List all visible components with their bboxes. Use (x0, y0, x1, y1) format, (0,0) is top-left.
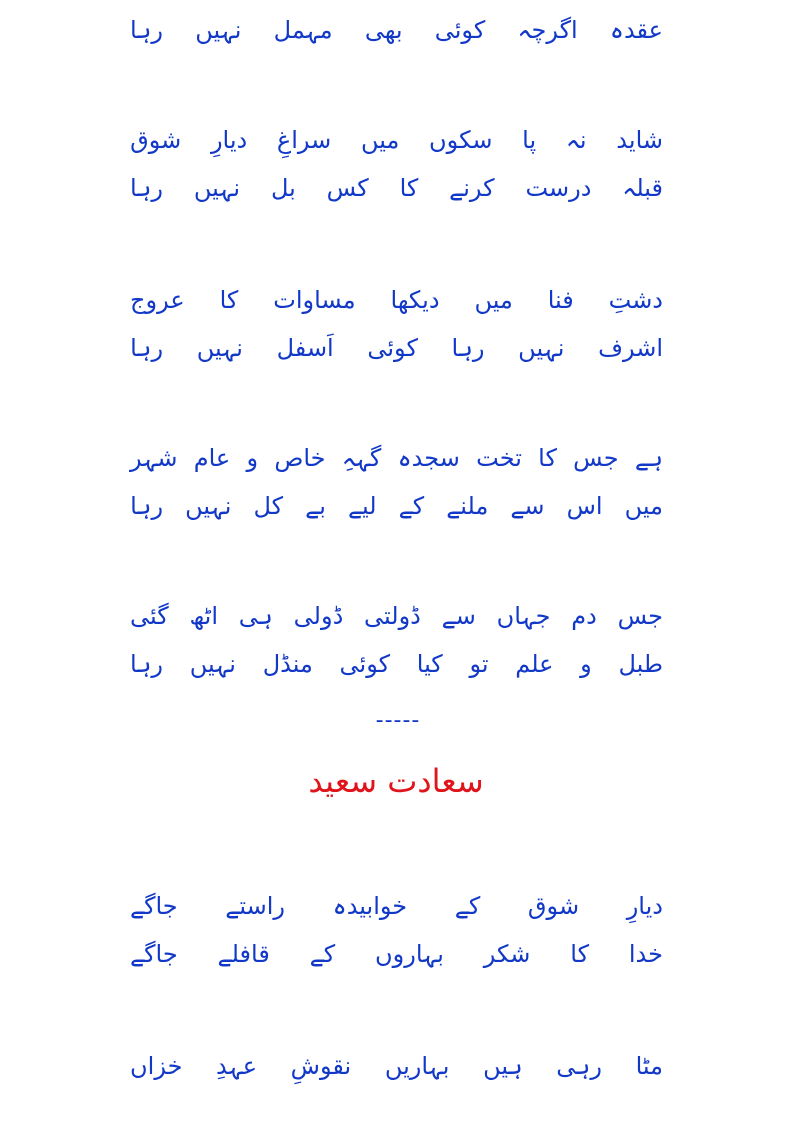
verse-word: کرنے (449, 174, 495, 202)
verse-word: کا (538, 444, 557, 472)
verse-word: نہیں (185, 492, 232, 520)
verse-word: رہا (130, 16, 164, 44)
verse-word: شکر (483, 940, 531, 968)
verse-word: رہی (556, 1052, 602, 1080)
verse-word: نہیں (518, 334, 565, 362)
verse-word: رہا (130, 650, 164, 678)
verse-line (130, 932, 663, 976)
verse-word: ہیں (483, 1052, 523, 1080)
verse-line (130, 642, 663, 686)
verse-word: نہیں (193, 174, 241, 202)
verse-word: جہاں (496, 602, 551, 630)
verse-word: شہر (130, 444, 178, 472)
verse-word: کوئی (339, 650, 391, 678)
verse-word: اس (566, 492, 603, 520)
verse-word: طبل (618, 650, 663, 678)
verse-word: بھی (364, 16, 403, 44)
verse-line (130, 326, 663, 370)
verse-word: میں (360, 126, 400, 154)
verse-line (130, 8, 663, 52)
verse-word: بل (270, 174, 296, 202)
verse-word: گئی (130, 602, 169, 630)
verse-word: و (246, 444, 259, 472)
verse-word: راستے (225, 892, 285, 920)
verse-word: جس (573, 444, 619, 472)
verse-word: گہہِ (341, 444, 382, 472)
verse-word: نقوشِ (290, 1052, 352, 1080)
verse-word: پا (522, 126, 537, 154)
verse-word: و (580, 650, 592, 678)
verse-word: خاص (274, 444, 326, 472)
verse-word: عقدہ (609, 16, 663, 44)
verse-word: کا (399, 174, 419, 202)
verse-word: قافلے (217, 940, 270, 968)
verse-word: کوئی (367, 334, 418, 362)
verse-word: ہے (634, 444, 663, 472)
verse-word: دیارِ (626, 892, 663, 920)
verse-word: ڈولتی (364, 602, 421, 630)
verse-word: رہا (130, 492, 164, 520)
verse-word: مساوات (273, 286, 356, 314)
verse-word: جاگے (130, 940, 178, 968)
verse-word: خوابیدہ (332, 892, 408, 920)
verse-word: لیے (347, 492, 377, 520)
verse-word: تو (469, 650, 489, 678)
verse-word: بے (305, 492, 326, 520)
verse-word: قبلہ (622, 174, 663, 202)
verse-line (130, 166, 663, 210)
verse-line (130, 1044, 663, 1088)
verse-word: ڈولی (293, 602, 344, 630)
verse-word: مہمل (273, 16, 333, 44)
verse-line (130, 594, 663, 638)
verse-word: سے (441, 602, 476, 630)
verse-word: علم (515, 650, 554, 678)
verse-word: اَسفل (276, 334, 334, 362)
verse-word: کے (309, 940, 336, 968)
verse-word: شوق (527, 892, 580, 920)
verse-word: ہی (238, 602, 273, 630)
verse-word: میں (624, 492, 663, 520)
verse-word: عام (193, 444, 231, 472)
verse-word: نہیں (195, 16, 242, 44)
verse-word: اٹھ (189, 602, 219, 630)
verse-word: دیارِ (210, 126, 248, 154)
verse-word: سکوں (429, 126, 493, 154)
verse-word: خزاں (130, 1052, 183, 1080)
verse-word: کیا (416, 650, 443, 678)
verse-word: جس (617, 602, 663, 630)
verse-word: نہ (565, 126, 587, 154)
verse-word: میں (474, 286, 513, 314)
verse-word: خدا (628, 940, 663, 968)
verse-word: اشرف (598, 334, 663, 362)
verse-word: جاگے (130, 892, 178, 920)
verse-word: کوئی (434, 16, 486, 44)
verse-word: منڈل (262, 650, 313, 678)
verse-line (130, 884, 663, 928)
verse-word: درست (525, 174, 592, 202)
verse-word: سجدہ (397, 444, 460, 472)
verse-word: بہاریں (384, 1052, 450, 1080)
verse-word: کس (326, 174, 369, 202)
verse-word: تخت (476, 444, 522, 472)
verse-word: عہدِ (216, 1052, 258, 1080)
verse-word: کے (398, 492, 425, 520)
verse-word: نہیں (196, 334, 243, 362)
verse-word: رہا (130, 334, 164, 362)
verse-word: دیکھا (390, 286, 440, 314)
verse-line (130, 278, 663, 322)
verse-word: رہا (130, 174, 163, 202)
verse-word: کے (454, 892, 481, 920)
verse-word: رہا (451, 334, 485, 362)
verse-word: کا (219, 286, 239, 314)
verse-word: کل (253, 492, 284, 520)
verse-word: شاید (616, 126, 663, 154)
verse-word: دم (571, 602, 597, 630)
verse-word: کا (570, 940, 590, 968)
verse-line (130, 118, 663, 162)
section-separator: ----- (375, 708, 421, 733)
verse-word: ملنے (446, 492, 489, 520)
verse-word: سے (510, 492, 545, 520)
verse-word: اگرچہ (517, 16, 578, 44)
poet-name: سعادت سعید (308, 762, 484, 800)
verse-word: سراغِ (276, 126, 332, 154)
verse-line (130, 436, 663, 480)
verse-word: عروج (130, 286, 185, 314)
verse-word: دشتِ (608, 286, 663, 314)
verse-word: شوق (130, 126, 182, 154)
verse-word: بہاروں (375, 940, 444, 968)
verse-word: فنا (547, 286, 574, 314)
verse-line (130, 484, 663, 528)
verse-word: مٹا (635, 1052, 663, 1080)
verse-word: نہیں (189, 650, 236, 678)
